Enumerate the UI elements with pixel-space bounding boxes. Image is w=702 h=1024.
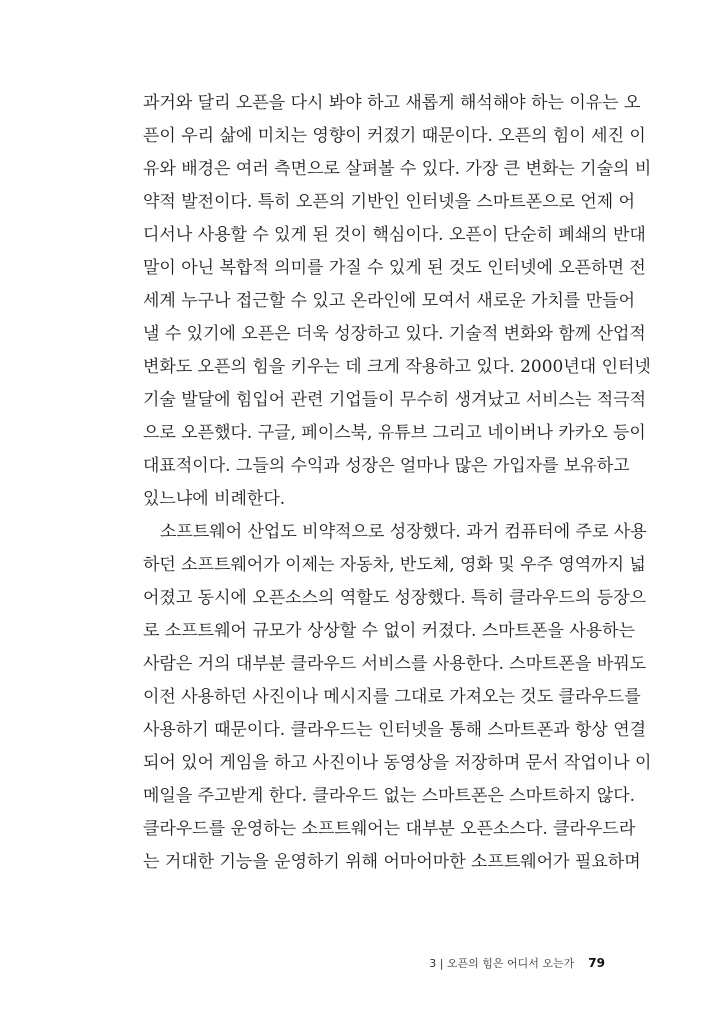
text-line: 말이 아닌 복합적 의미를 가질 수 있게 된 것도 인터넷에 오픈하면 전	[143, 258, 646, 278]
text-line: 이전 사용하던 사진이나 메시지를 그대로 가져오는 것도 클라우드를	[143, 687, 641, 707]
text-line: 어졌고 동시에 오픈소스의 역할도 성장했다. 특히 클라우드의 등장으	[143, 588, 647, 608]
text-line: 되어 있어 게임을 하고 사진이나 동영상을 저장하며 문서 작업이나 이	[143, 753, 652, 773]
text-line: 메일을 주고받게 한다. 클라우드 없는 스마트폰은 스마트하지 않다.	[143, 786, 636, 806]
text-line: 과거와 달리 오픈을 다시 봐야 하고 새롭게 해석해야 하는 이유는 오	[143, 93, 641, 113]
text-line: 사람은 거의 대부분 클라우드 서비스를 사용한다. 스마트폰을 바꿔도	[143, 654, 647, 674]
text-line: 낼 수 있기에 오픈은 더욱 성장하고 있다. 기술적 변화와 함께 산업적	[143, 324, 646, 344]
text-line: 유와 배경은 여러 측면으로 살펴볼 수 있다. 가장 큰 변화는 기술의 비	[143, 159, 652, 179]
running-footer	[429, 955, 605, 971]
page-number: 79	[588, 956, 605, 970]
text-line: 픈이 우리 삶에 미치는 영향이 커졌기 때문이다. 오픈의 힘이 세진 이	[143, 126, 646, 146]
text-line: 디서나 사용할 수 있게 된 것이 핵심이다. 오픈이 단순히 폐쇄의 반대	[143, 225, 646, 245]
text-line: 로 소프트웨어 규모가 상상할 수 없이 커졌다. 스마트폰을 사용하는	[143, 621, 636, 641]
text-line: 하던 소프트웨어가 이제는 자동차, 반도체, 영화 및 우주 영역까지 넓	[143, 555, 646, 575]
text-line: 있느냐에 비례한다.	[143, 489, 286, 509]
text-line: 변화도 오픈의 힘을 키우는 데 크게 작용하고 있다. 2000년대 인터넷	[143, 357, 651, 377]
text-line: 기술 발달에 힘입어 관련 기업들이 무수히 생겨났고 서비스는 적극적	[143, 390, 647, 410]
text-line: 세계 누구나 접근할 수 있고 온라인에 모여서 새로운 가치를 만들어	[143, 291, 636, 311]
text-line: 는 거대한 기능을 운영하기 위해 어마어마한 소프트웨어가 필요하며	[143, 852, 641, 872]
text-line: 약적 발전이다. 특히 오픈의 기반인 인터넷을 스마트폰으로 언제 어	[143, 192, 636, 212]
text-line: 소프트웨어 산업도 비약적으로 성장했다. 과거 컴퓨터에 주로 사용	[160, 522, 647, 542]
paragraph	[143, 516, 652, 879]
text-line: 으로 오픈했다. 구글, 페이스북, 유튜브 그리고 네이버나 카카오 등이	[143, 423, 646, 443]
paragraph	[143, 87, 652, 516]
text-line: 사용하기 때문이다. 클라우드는 인터넷을 통해 스마트폰과 항상 연결	[143, 720, 647, 740]
body-text	[143, 87, 652, 879]
chapter-title: 3 | 오픈의 힘은 어디서 오는가	[429, 957, 575, 970]
text-line: 클라우드를 운영하는 소프트웨어는 대부분 오픈소스다. 클라우드라	[143, 819, 636, 839]
text-line: 대표적이다. 그들의 수익과 성장은 얼마나 많은 가입자를 보유하고	[143, 456, 630, 476]
